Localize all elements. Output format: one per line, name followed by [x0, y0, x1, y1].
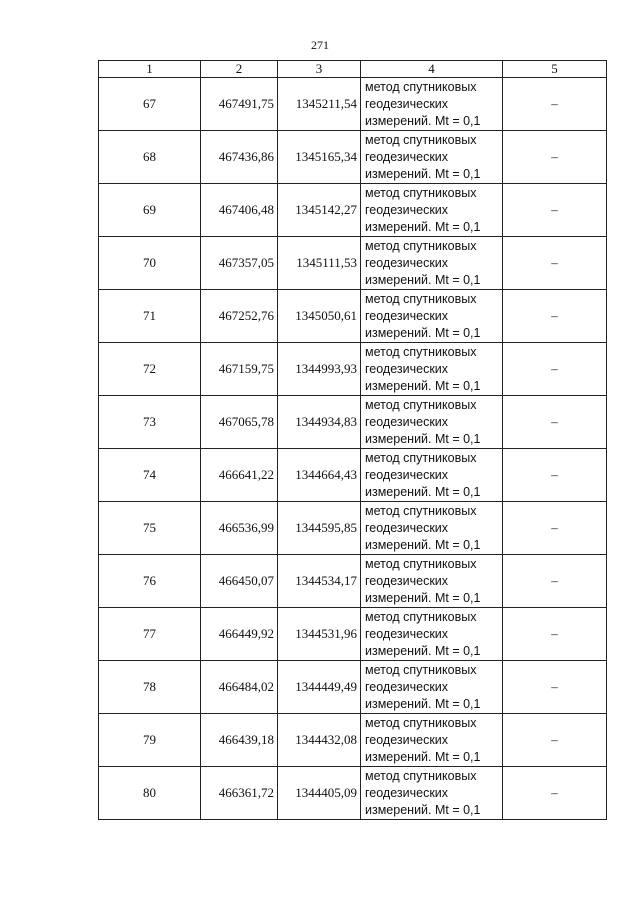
x-coordinate-cell: 467491,75	[201, 78, 278, 131]
method-line: измерений. Mt = 0,1	[365, 643, 481, 658]
method-cell	[361, 131, 503, 184]
x-coordinate-cell: 466450,07	[201, 555, 278, 608]
header-col-1: 1	[99, 61, 201, 78]
header-col-2: 2	[201, 61, 278, 78]
method-line: геодезических	[365, 414, 449, 429]
table-row	[99, 714, 607, 767]
point-number-cell: 72	[99, 343, 201, 396]
point-number-cell: 76	[99, 555, 201, 608]
method-line: измерений. Mt = 0,1	[365, 696, 481, 711]
note-cell: –	[503, 449, 607, 502]
method-line: метод спутниковых	[365, 344, 477, 359]
table-row	[99, 131, 607, 184]
table-row	[99, 767, 607, 820]
method-cell	[361, 184, 503, 237]
method-cell	[361, 290, 503, 343]
method-cell	[361, 78, 503, 131]
method-cell	[361, 343, 503, 396]
note-cell: –	[503, 661, 607, 714]
method-line: геодезических	[365, 679, 449, 694]
x-coordinate-cell: 467065,78	[201, 396, 278, 449]
y-coordinate-cell: 1344595,85	[278, 502, 361, 555]
table-row	[99, 449, 607, 502]
y-coordinate-cell: 1344405,09	[278, 767, 361, 820]
x-coordinate-cell: 467406,48	[201, 184, 278, 237]
method-line: измерений. Mt = 0,1	[365, 325, 481, 340]
method-cell	[361, 608, 503, 661]
table-row	[99, 343, 607, 396]
method-line: метод спутниковых	[365, 768, 477, 783]
table-row	[99, 184, 607, 237]
note-cell: –	[503, 767, 607, 820]
method-line: геодезических	[365, 573, 449, 588]
method-line: метод спутниковых	[365, 609, 477, 624]
x-coordinate-cell: 466439,18	[201, 714, 278, 767]
table-row	[99, 78, 607, 131]
note-cell: –	[503, 290, 607, 343]
y-coordinate-cell: 1345142,27	[278, 184, 361, 237]
note-cell: –	[503, 237, 607, 290]
method-line: геодезических	[365, 626, 449, 641]
y-coordinate-cell: 1344432,08	[278, 714, 361, 767]
point-number-cell: 73	[99, 396, 201, 449]
y-coordinate-cell: 1345165,34	[278, 131, 361, 184]
method-line: метод спутниковых	[365, 450, 477, 465]
method-line: измерений. Mt = 0,1	[365, 802, 481, 817]
header-col-3: 3	[278, 61, 361, 78]
method-line: геодезических	[365, 520, 449, 535]
method-line: метод спутниковых	[365, 291, 477, 306]
note-cell: –	[503, 608, 607, 661]
point-number-cell: 77	[99, 608, 201, 661]
header-col-4: 4	[361, 61, 503, 78]
x-coordinate-cell: 467357,05	[201, 237, 278, 290]
method-cell	[361, 502, 503, 555]
method-line: метод спутниковых	[365, 132, 477, 147]
method-line: метод спутниковых	[365, 185, 477, 200]
x-coordinate-cell: 466361,72	[201, 767, 278, 820]
method-line: измерений. Mt = 0,1	[365, 749, 481, 764]
method-line: измерений. Mt = 0,1	[365, 113, 481, 128]
note-cell: –	[503, 502, 607, 555]
table-row	[99, 396, 607, 449]
method-line: метод спутниковых	[365, 238, 477, 253]
method-line: геодезических	[365, 785, 449, 800]
header-col-5: 5	[503, 61, 607, 78]
method-line: метод спутниковых	[365, 503, 477, 518]
point-number-cell: 70	[99, 237, 201, 290]
note-cell: –	[503, 131, 607, 184]
method-line: метод спутниковых	[365, 662, 477, 677]
point-number-cell: 68	[99, 131, 201, 184]
method-line: измерений. Mt = 0,1	[365, 272, 481, 287]
method-cell	[361, 767, 503, 820]
method-line: геодезических	[365, 308, 449, 323]
table-row	[99, 555, 607, 608]
x-coordinate-cell: 466449,92	[201, 608, 278, 661]
method-cell	[361, 237, 503, 290]
note-cell: –	[503, 555, 607, 608]
method-line: метод спутниковых	[365, 79, 477, 94]
table-body	[99, 78, 607, 820]
x-coordinate-cell: 466641,22	[201, 449, 278, 502]
point-number-cell: 80	[99, 767, 201, 820]
method-line: измерений. Mt = 0,1	[365, 166, 481, 181]
x-coordinate-cell: 466484,02	[201, 661, 278, 714]
y-coordinate-cell: 1345050,61	[278, 290, 361, 343]
y-coordinate-cell: 1345111,53	[278, 237, 361, 290]
note-cell: –	[503, 714, 607, 767]
table-row	[99, 290, 607, 343]
note-cell: –	[503, 78, 607, 131]
y-coordinate-cell: 1344993,93	[278, 343, 361, 396]
method-line: измерений. Mt = 0,1	[365, 431, 481, 446]
coordinates-table	[98, 60, 607, 820]
method-line: геодезических	[365, 361, 449, 376]
method-line: метод спутниковых	[365, 715, 477, 730]
x-coordinate-cell: 467252,76	[201, 290, 278, 343]
point-number-cell: 75	[99, 502, 201, 555]
y-coordinate-cell: 1344934,83	[278, 396, 361, 449]
y-coordinate-cell: 1344531,96	[278, 608, 361, 661]
note-cell: –	[503, 184, 607, 237]
table-row	[99, 502, 607, 555]
method-line: измерений. Mt = 0,1	[365, 219, 481, 234]
x-coordinate-cell: 466536,99	[201, 502, 278, 555]
method-line: метод спутниковых	[365, 397, 477, 412]
point-number-cell: 69	[99, 184, 201, 237]
method-cell	[361, 555, 503, 608]
y-coordinate-cell: 1344534,17	[278, 555, 361, 608]
y-coordinate-cell: 1345211,54	[278, 78, 361, 131]
page-number: 271	[311, 38, 329, 52]
x-coordinate-cell: 467159,75	[201, 343, 278, 396]
method-line: геодезических	[365, 255, 449, 270]
table-row	[99, 608, 607, 661]
point-number-cell: 67	[99, 78, 201, 131]
method-cell	[361, 396, 503, 449]
y-coordinate-cell: 1344449,49	[278, 661, 361, 714]
x-coordinate-cell: 467436,86	[201, 131, 278, 184]
table-row	[99, 237, 607, 290]
method-line: измерений. Mt = 0,1	[365, 590, 481, 605]
method-cell	[361, 714, 503, 767]
method-line: измерений. Mt = 0,1	[365, 484, 481, 499]
point-number-cell: 71	[99, 290, 201, 343]
point-number-cell: 79	[99, 714, 201, 767]
method-line: геодезических	[365, 732, 449, 747]
point-number-cell: 78	[99, 661, 201, 714]
method-cell	[361, 449, 503, 502]
method-line: измерений. Mt = 0,1	[365, 378, 481, 393]
table-row	[99, 661, 607, 714]
method-line: измерений. Mt = 0,1	[365, 537, 481, 552]
method-line: геодезических	[365, 149, 449, 164]
table-header-row	[99, 61, 607, 78]
note-cell: –	[503, 343, 607, 396]
method-line: геодезических	[365, 467, 449, 482]
method-line: метод спутниковых	[365, 556, 477, 571]
method-line: геодезических	[365, 96, 449, 111]
note-cell: –	[503, 396, 607, 449]
point-number-cell: 74	[99, 449, 201, 502]
method-line: геодезических	[365, 202, 449, 217]
method-cell	[361, 661, 503, 714]
y-coordinate-cell: 1344664,43	[278, 449, 361, 502]
